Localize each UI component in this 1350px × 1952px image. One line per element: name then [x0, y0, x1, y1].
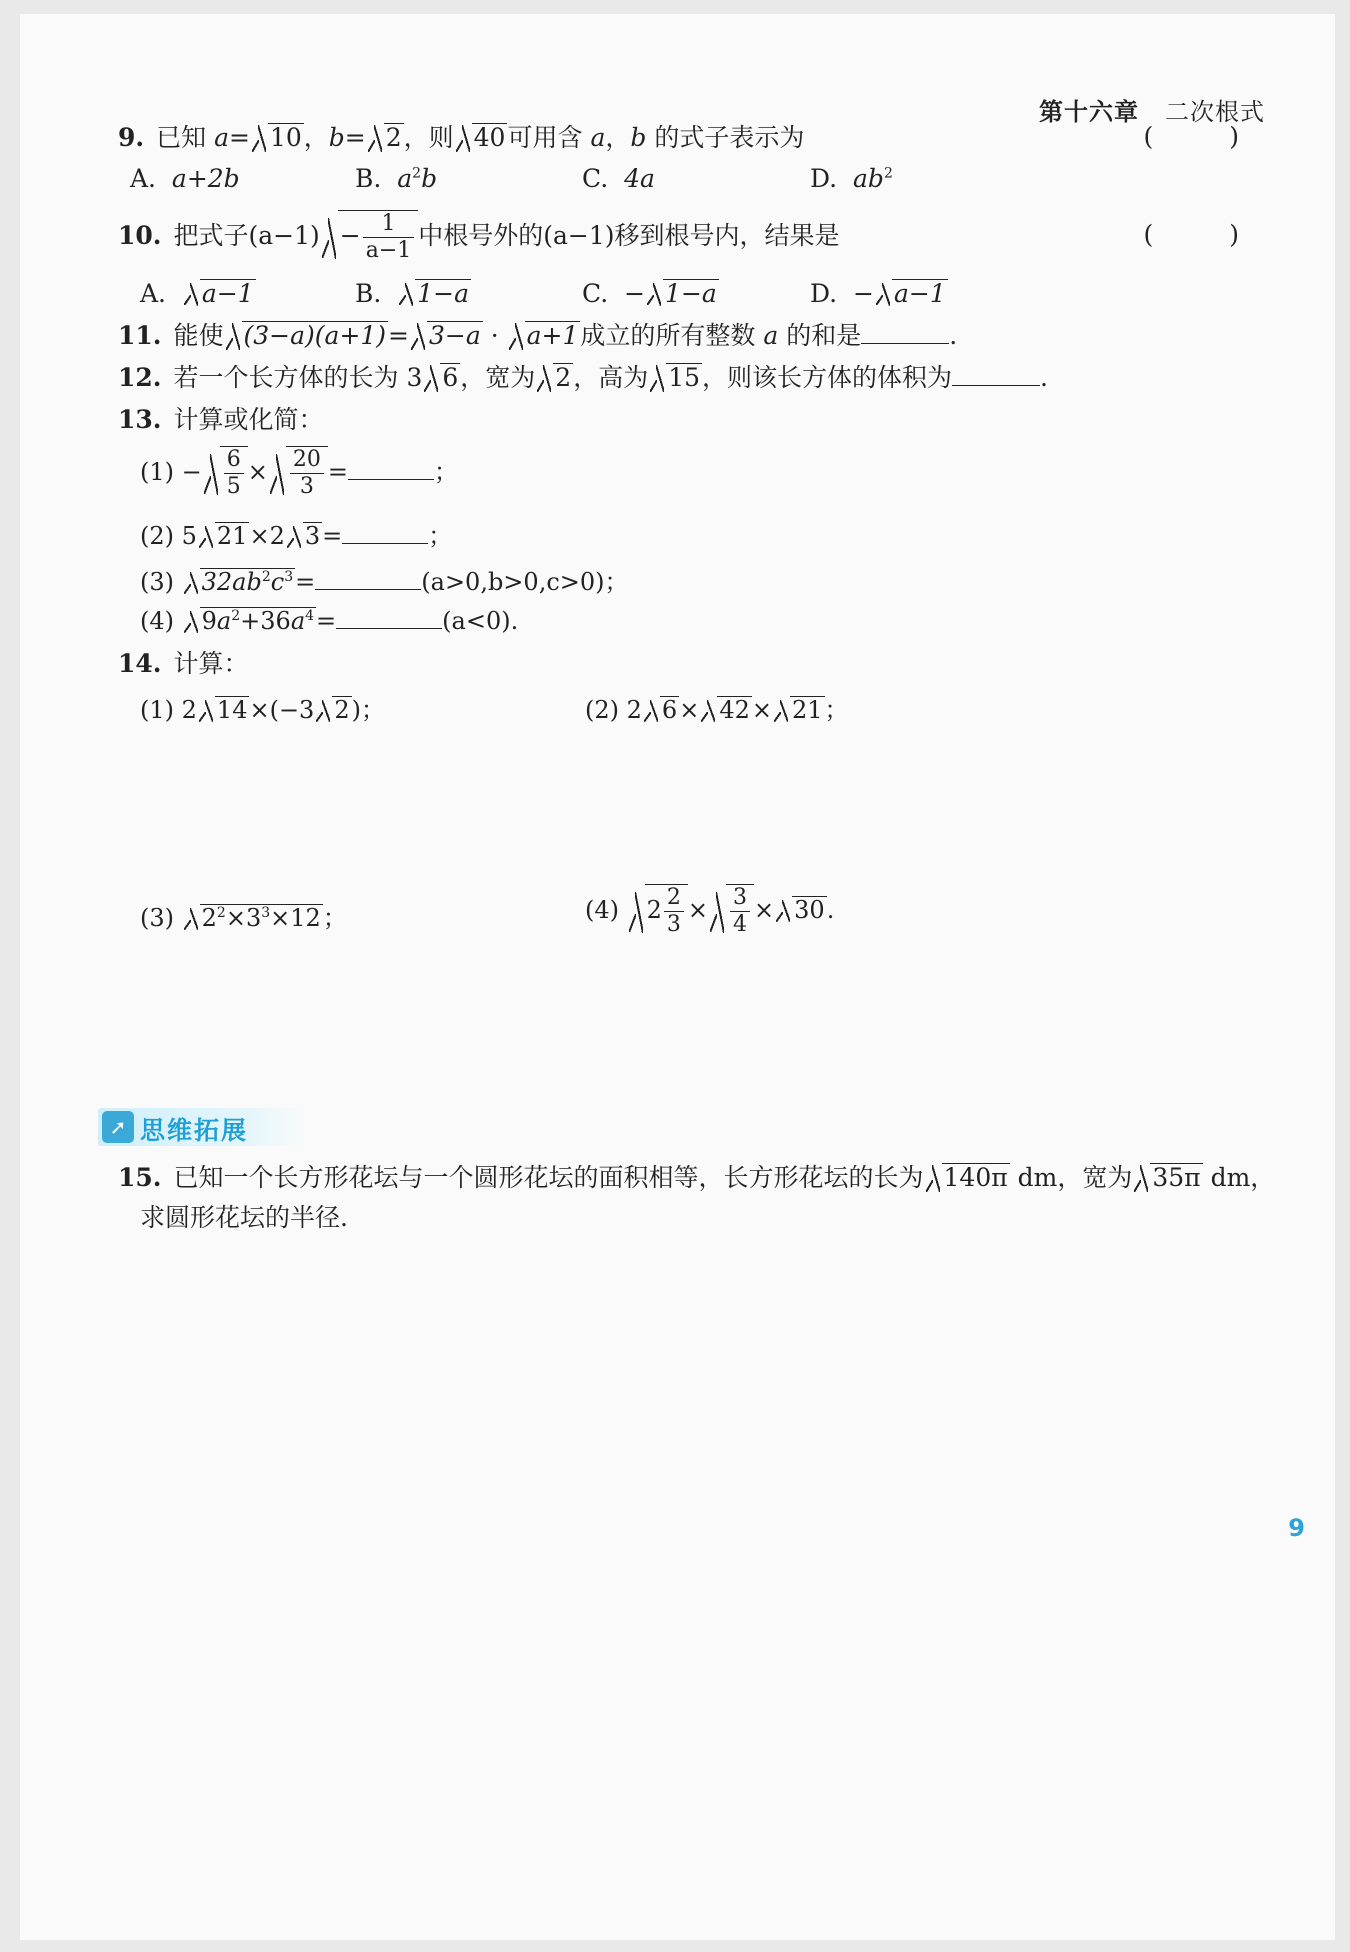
numerator: 3 — [730, 885, 750, 912]
radical: (3−a)(a+1) — [226, 318, 389, 354]
times: × — [751, 696, 772, 724]
numerator: 2 — [664, 885, 684, 912]
option-d[interactable]: D. $ab^2$ — [810, 164, 893, 193]
fraction — [363, 211, 415, 264]
condition: (a<0). — [442, 607, 519, 635]
option-label: A. — [140, 279, 167, 308]
part-label: (4) — [585, 896, 619, 924]
fraction — [664, 885, 684, 938]
answer-blank[interactable] — [952, 363, 1040, 386]
radical: 3 — [287, 522, 322, 551]
q13-part-3 — [140, 562, 629, 597]
radical: 21 — [199, 522, 250, 551]
option-b[interactable]: B. $a^2b$ — [355, 164, 438, 193]
q12-text: ，则该长方体的体积为 — [702, 363, 953, 392]
q15-text: 已知一个长方形花坛与一个圆形花坛的面积相等，长方形花坛的长为 — [173, 1163, 924, 1192]
denominator: 5 — [226, 474, 241, 499]
q11-text: 能使 — [173, 321, 224, 350]
option-c[interactable] — [582, 279, 719, 309]
sign: − — [624, 279, 646, 308]
question-number: 11. — [118, 321, 162, 350]
semicolon: ； — [824, 696, 849, 724]
period: . — [949, 321, 958, 350]
var-a: a — [763, 321, 779, 350]
radical: 14 — [199, 696, 250, 725]
minus: − — [339, 221, 361, 250]
q14-part-3 — [140, 898, 347, 933]
radical: 2 — [316, 696, 351, 725]
q12-text: ，宽为 — [460, 363, 536, 392]
fraction — [224, 447, 244, 500]
radical: 2 — [537, 360, 573, 396]
times: × — [249, 522, 270, 550]
part-label: (1) — [140, 696, 174, 724]
part-label: (2) — [585, 696, 619, 724]
q9-text: 的式子表示为 — [654, 123, 805, 152]
radicand — [220, 446, 248, 500]
option-value: a+2b — [171, 164, 240, 193]
question-14 — [118, 646, 249, 682]
radical: 1−a — [647, 279, 719, 309]
eq: = — [388, 321, 409, 350]
radical: 6 — [644, 696, 679, 725]
unit: dm — [1210, 1163, 1251, 1192]
chapter-label: 第十六章 — [1039, 98, 1139, 126]
radical: 10 — [252, 120, 304, 156]
question-9 — [118, 120, 804, 156]
unit: dm — [1017, 1163, 1058, 1192]
dot: · — [490, 321, 499, 350]
part-label: (3) — [140, 568, 174, 596]
answer-blank[interactable] — [861, 321, 949, 344]
denominator: 3 — [666, 912, 681, 937]
radical — [322, 210, 419, 264]
q14-part-4 — [585, 884, 834, 938]
radical: 1−a — [399, 279, 471, 309]
condition: (a>0,b>0,c>0)； — [421, 568, 629, 596]
section-title: 思维拓展 — [140, 1116, 249, 1145]
radical: 140π — [926, 1160, 1010, 1196]
answer-blank[interactable] — [315, 567, 421, 590]
radical — [710, 884, 754, 938]
question-number: 13. — [118, 405, 162, 434]
radicand — [338, 210, 419, 264]
semicolon: ； — [433, 458, 458, 486]
coefficient: 2 — [181, 696, 197, 724]
eq: = — [228, 123, 250, 152]
part-label: (3) — [140, 904, 174, 932]
radical — [204, 446, 248, 500]
question-15 — [118, 1160, 1275, 1196]
radical: 15 — [650, 360, 702, 396]
q13-part-1 — [140, 446, 458, 500]
fraction — [290, 447, 324, 500]
page — [20, 14, 1335, 1940]
expr: ×(−3 — [249, 696, 315, 724]
question-number: 15. — [118, 1163, 162, 1192]
q10-text: 中根号外的(a−1)移到根号内，结果是 — [418, 221, 840, 250]
chapter-title: 二次根式 — [1165, 98, 1265, 126]
times: × — [247, 458, 268, 486]
q10-text: 把式子(a−1) — [173, 221, 320, 250]
radical: 21 — [774, 696, 825, 725]
option-value: a — [397, 164, 413, 193]
question-number: 12. — [118, 363, 162, 392]
fraction — [730, 885, 750, 938]
answer-paren: ( ) — [1143, 220, 1273, 249]
radical — [184, 568, 296, 597]
radical: 2 — [368, 120, 404, 156]
option-c[interactable] — [582, 164, 655, 193]
question-number: 9. — [118, 123, 145, 152]
q12-text: 若一个长方体的长为 — [173, 363, 399, 392]
var-b: b — [630, 123, 647, 152]
radical — [270, 446, 328, 500]
option-label: D. — [810, 279, 838, 308]
part-label: (2) — [140, 522, 174, 550]
minus: − — [181, 458, 202, 486]
radical — [184, 607, 316, 636]
q9-text: ，则 — [403, 123, 454, 152]
radical — [184, 904, 323, 933]
page-number: 9 — [1288, 1514, 1305, 1542]
coefficient: 2 — [626, 696, 642, 724]
option-value: ab — [853, 164, 884, 193]
q15-text: ，宽为 — [1057, 1163, 1133, 1192]
eq: = — [316, 607, 337, 635]
eq: = — [295, 568, 316, 596]
answer-blank[interactable] — [342, 521, 428, 544]
q15-text: ， — [1250, 1163, 1276, 1192]
radicand — [726, 884, 754, 938]
semicolon: )； — [351, 696, 385, 724]
rocket-icon: ➚ — [102, 1111, 134, 1143]
option-label: B. — [355, 279, 382, 308]
option-value: 4a — [624, 164, 655, 193]
coefficient: 3 — [406, 363, 423, 392]
option-label: C. — [582, 279, 609, 308]
radicand — [645, 884, 688, 938]
comma: ， — [303, 123, 329, 152]
radical: 35π — [1134, 1160, 1202, 1196]
q11-text: 成立的所有整数 — [580, 321, 756, 350]
question-number: 10. — [118, 221, 162, 250]
eq: = — [344, 123, 366, 152]
option-label: C. — [582, 164, 609, 193]
q14-part-1 — [140, 690, 385, 725]
var-a: a — [214, 123, 229, 152]
radical: 40 — [456, 120, 508, 156]
radicand: $32ab^2c^3$ — [201, 568, 294, 596]
radicand — [286, 446, 328, 500]
option-label: D. — [810, 164, 838, 193]
option-a[interactable] — [130, 164, 240, 193]
numerator: 20 — [290, 447, 324, 474]
comma: ， — [605, 123, 631, 152]
option-b[interactable] — [355, 279, 471, 309]
eq: = — [327, 458, 348, 486]
option-label: A. — [130, 164, 157, 193]
radical — [629, 884, 688, 938]
q9-text: 可用含 — [507, 123, 583, 152]
answer-blank[interactable] — [348, 457, 434, 480]
radicand: $9a^2+36a^4$ — [201, 607, 315, 635]
q12-text: ，高为 — [573, 363, 649, 392]
radical: 6 — [424, 360, 460, 396]
radical: a−1 — [876, 279, 948, 309]
section-badge — [98, 1108, 308, 1146]
denominator: a−1 — [365, 238, 412, 263]
sign: − — [853, 279, 874, 308]
radical: a−1 — [184, 279, 256, 309]
coefficient: 5 — [181, 522, 197, 550]
q13-part-2 — [140, 516, 452, 551]
eq: = — [322, 522, 343, 550]
q13-part-4 — [140, 606, 518, 636]
numerator: 6 — [224, 447, 244, 474]
option-a[interactable] — [140, 279, 256, 309]
option-label: B. — [355, 164, 382, 193]
part-label: (4) — [140, 607, 174, 635]
denominator: 4 — [733, 912, 748, 937]
period: . — [826, 896, 835, 924]
answer-paren: ( ) — [1143, 122, 1273, 151]
question-11 — [118, 318, 957, 354]
times: × — [687, 896, 709, 924]
question-number: 14. — [118, 649, 162, 678]
numerator: 1 — [363, 211, 415, 238]
question-10 — [118, 210, 840, 264]
q13-title: 计算或化简： — [173, 405, 324, 434]
question-12 — [118, 360, 1048, 396]
times: × — [754, 896, 775, 924]
part-label: (1) — [140, 458, 174, 486]
var-b: b — [328, 123, 345, 152]
semicolon: ； — [428, 522, 453, 550]
period: . — [1040, 363, 1048, 392]
radical: a+1 — [509, 318, 581, 354]
radical: 3−a — [411, 318, 483, 354]
times: × — [679, 696, 700, 724]
q9-text: 已知 — [156, 123, 207, 152]
denominator: 3 — [299, 474, 314, 499]
radicand: $2^2\times 3^3\times 12$ — [201, 904, 321, 932]
question-15-line2: 求圆形花坛的半径. — [140, 1203, 348, 1232]
var-a: a — [590, 123, 606, 152]
q14-title: 计算： — [173, 649, 249, 678]
q14-part-2 — [585, 690, 849, 725]
question-13 — [118, 402, 324, 438]
answer-blank[interactable] — [336, 606, 442, 629]
option-d[interactable] — [810, 279, 948, 309]
semicolon: ； — [322, 904, 347, 932]
radical: 30 — [776, 896, 827, 925]
q11-text: 的和是 — [786, 321, 862, 350]
coefficient: 2 — [269, 522, 285, 550]
radical: 42 — [701, 696, 752, 725]
whole: 2 — [646, 896, 662, 924]
